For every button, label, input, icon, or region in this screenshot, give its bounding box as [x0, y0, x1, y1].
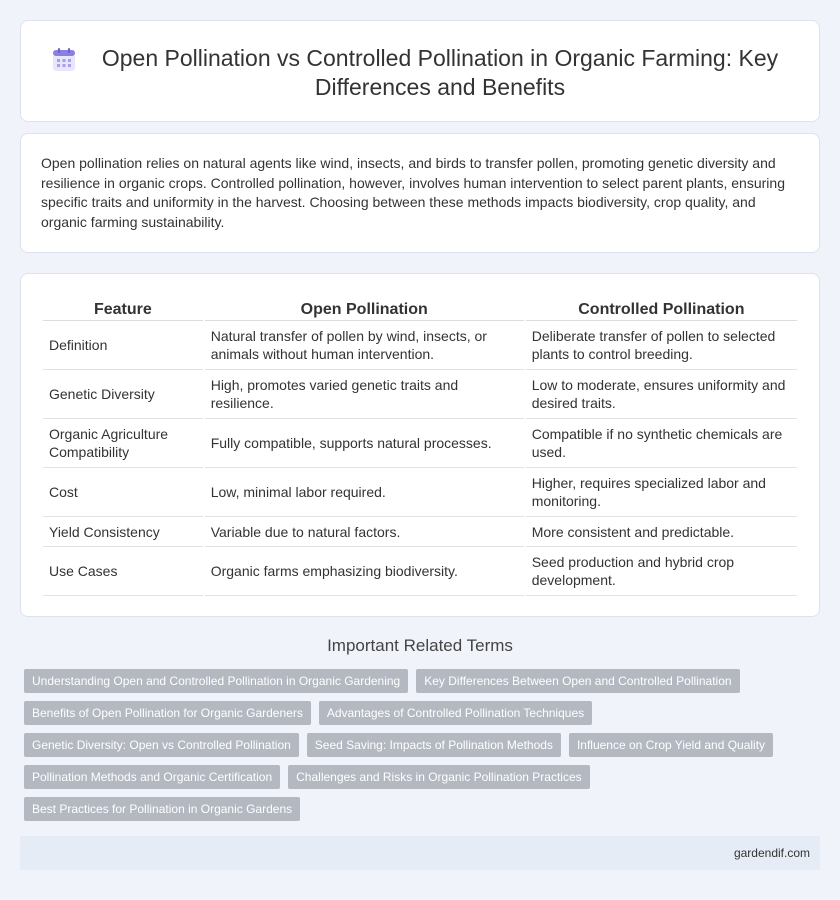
table-row [43, 419, 797, 468]
table-row [43, 468, 797, 517]
table-cell: Genetic Diversity [43, 370, 203, 419]
related-term-tag[interactable]: Advantages of Controlled Pollination Techniques [319, 701, 592, 725]
header-controlled-pollination: Controlled Pollination [526, 294, 797, 321]
table-row [43, 370, 797, 419]
page-title: Open Pollination vs Controlled Pollination in Organic Farming: Key Differences and Benefits [101, 45, 779, 100]
header-feature: Feature [43, 294, 203, 321]
related-term-tag[interactable]: Challenges and Risks in Organic Pollination Practices [288, 765, 589, 789]
comparison-table [41, 294, 799, 596]
table-cell: Deliberate transfer of pollen to selected plants to control breeding. [526, 321, 797, 370]
table-cell: Fully compatible, supports natural processes. [205, 419, 524, 468]
intro-paragraph: Open pollination relies on natural agents like wind, insects, and birds to transfer pollen, promoting genetic diversity and resilience in organic crops. Controlled pollination, however, involves human intervention to select parent plants, ensuring specific traits and uniformity in the harvest. Choosing between these methods impacts biodiversity, crop quality, and organic farming sustainability. [41, 155, 785, 230]
table-cell: Low, minimal labor required. [205, 468, 524, 517]
table-cell: Low to moderate, ensures uniformity and desired traits. [526, 370, 797, 419]
related-terms-title: Important Related Terms [327, 636, 513, 655]
related-term-tag[interactable]: Seed Saving: Impacts of Pollination Methods [307, 733, 561, 757]
footer [20, 836, 820, 870]
related-terms-list [24, 669, 804, 821]
related-term-tag[interactable]: Pollination Methods and Organic Certification [24, 765, 280, 789]
table-cell: Variable due to natural factors. [205, 517, 524, 547]
footer-site-link[interactable]: gardendif.com [733, 846, 810, 860]
table-cell: Definition [43, 321, 203, 370]
header-open-pollination: Open Pollination [205, 294, 524, 321]
table-row [43, 547, 797, 596]
table-cell: Cost [43, 468, 203, 517]
related-term-tag[interactable]: Genetic Diversity: Open vs Controlled Pollination [24, 733, 299, 757]
table-cell: Seed production and hybrid crop development. [526, 547, 797, 596]
table-cell: More consistent and predictable. [526, 517, 797, 547]
table-cell: Compatible if no synthetic chemicals are used. [526, 419, 797, 468]
table-header-row [43, 294, 797, 321]
table-cell: Organic Agriculture Compatibility [43, 419, 203, 468]
table-row [43, 321, 797, 370]
table-cell: Use Cases [43, 547, 203, 596]
related-term-tag[interactable]: Understanding Open and Controlled Pollination in Organic Gardening [24, 669, 408, 693]
table-cell: Higher, requires specialized labor and monitoring. [526, 468, 797, 517]
table-cell: High, promotes varied genetic traits and resilience. [205, 370, 524, 419]
comparison-table-card [20, 273, 820, 617]
table-cell: Organic farms emphasizing biodiversity. [205, 547, 524, 596]
table-row [43, 517, 797, 547]
related-term-tag[interactable]: Key Differences Between Open and Controlled Pollination [416, 669, 739, 693]
table-cell: Natural transfer of pollen by wind, insects, or animals without human intervention. [205, 321, 524, 370]
related-term-tag[interactable]: Best Practices for Pollination in Organic Gardens [24, 797, 300, 821]
header-card [20, 20, 820, 122]
table-cell: Yield Consistency [43, 517, 203, 547]
related-term-tag[interactable]: Benefits of Open Pollination for Organic Gardeners [24, 701, 311, 725]
related-term-tag[interactable]: Influence on Crop Yield and Quality [569, 733, 773, 757]
calendar-icon [51, 47, 77, 73]
intro-card [20, 133, 820, 253]
